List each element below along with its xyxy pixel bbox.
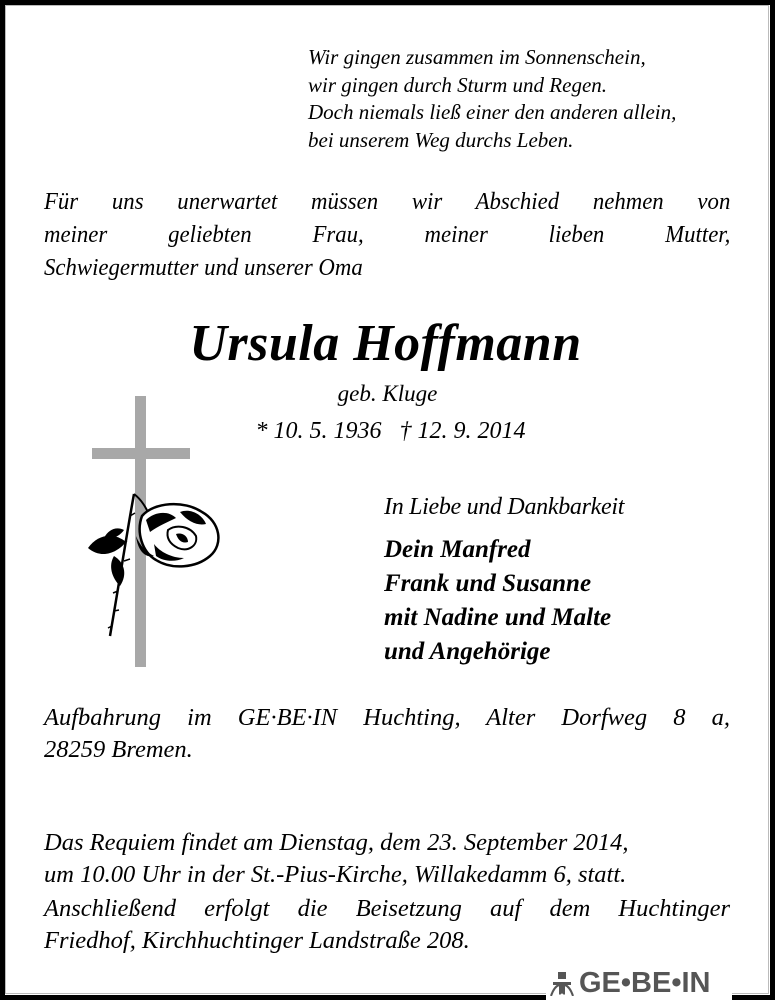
intro-text: [44, 185, 730, 284]
poem-line: Wir gingen zusammen im Sonnenschein,: [308, 45, 646, 69]
viewing-info: [44, 702, 730, 766]
gebein-figure-icon: [549, 970, 575, 996]
intro-line: Für uns unerwartet müssen wir Abschied nehmen von: [44, 188, 731, 215]
viewing-line: Aufbahrung im GE·BE·IN Huchting, Alter Dorfweg 8 a,: [44, 704, 730, 731]
mourner-line: Frank und Susanne: [384, 570, 592, 597]
poem-line: Doch niemals ließ einer den anderen allein,: [308, 100, 677, 124]
burial-line: Anschließend erfolgt die Beisetzung auf dem Huchtinger: [44, 895, 730, 922]
mourner-line: Dein Manfred: [384, 536, 531, 563]
poem-line: wir gingen durch Sturm und Regen.: [308, 72, 608, 97]
life-dates: [0, 418, 775, 445]
viewing-line: 28259 Bremen.: [44, 736, 193, 763]
maiden-name: geb. Kluge: [337, 381, 438, 406]
rose-icon: [84, 486, 229, 646]
intro-line: meiner geliebten Frau, meiner lieben Mutter,: [44, 221, 731, 248]
intro-line: Schwiegermutter und unserer Oma: [44, 254, 363, 281]
requiem-info: [44, 827, 730, 891]
requiem-line: um 10.00 Uhr in der St.-Pius-Kirche, Willakedamm 6, statt.: [44, 861, 627, 888]
deceased-name-text: Ursula Hoffmann: [189, 315, 582, 372]
thanks-heading: In Liebe und Dankbarkeit: [384, 494, 625, 520]
deceased-name: [0, 314, 775, 373]
life-dates-text: * 10. 5. 1936 † 12. 9. 2014: [255, 418, 526, 444]
requiem-line: Das Requiem findet am Dienstag, dem 23. September 2014,: [44, 829, 629, 856]
cross-icon-bar: [92, 448, 190, 459]
burial-info: [44, 893, 730, 957]
logo-text: GE•BE•IN: [579, 966, 711, 999]
poem-line: bei unserem Weg durchs Leben.: [308, 127, 574, 152]
gebein-logo: [549, 966, 711, 1000]
poem: [308, 44, 676, 154]
burial-line: Friedhof, Kirchhuchtinger Landstraße 208.: [44, 927, 470, 954]
mourners-list: [384, 533, 611, 669]
mourner-line: mit Nadine und Malte: [384, 604, 612, 631]
mourner-line: und Angehörige: [384, 638, 551, 665]
